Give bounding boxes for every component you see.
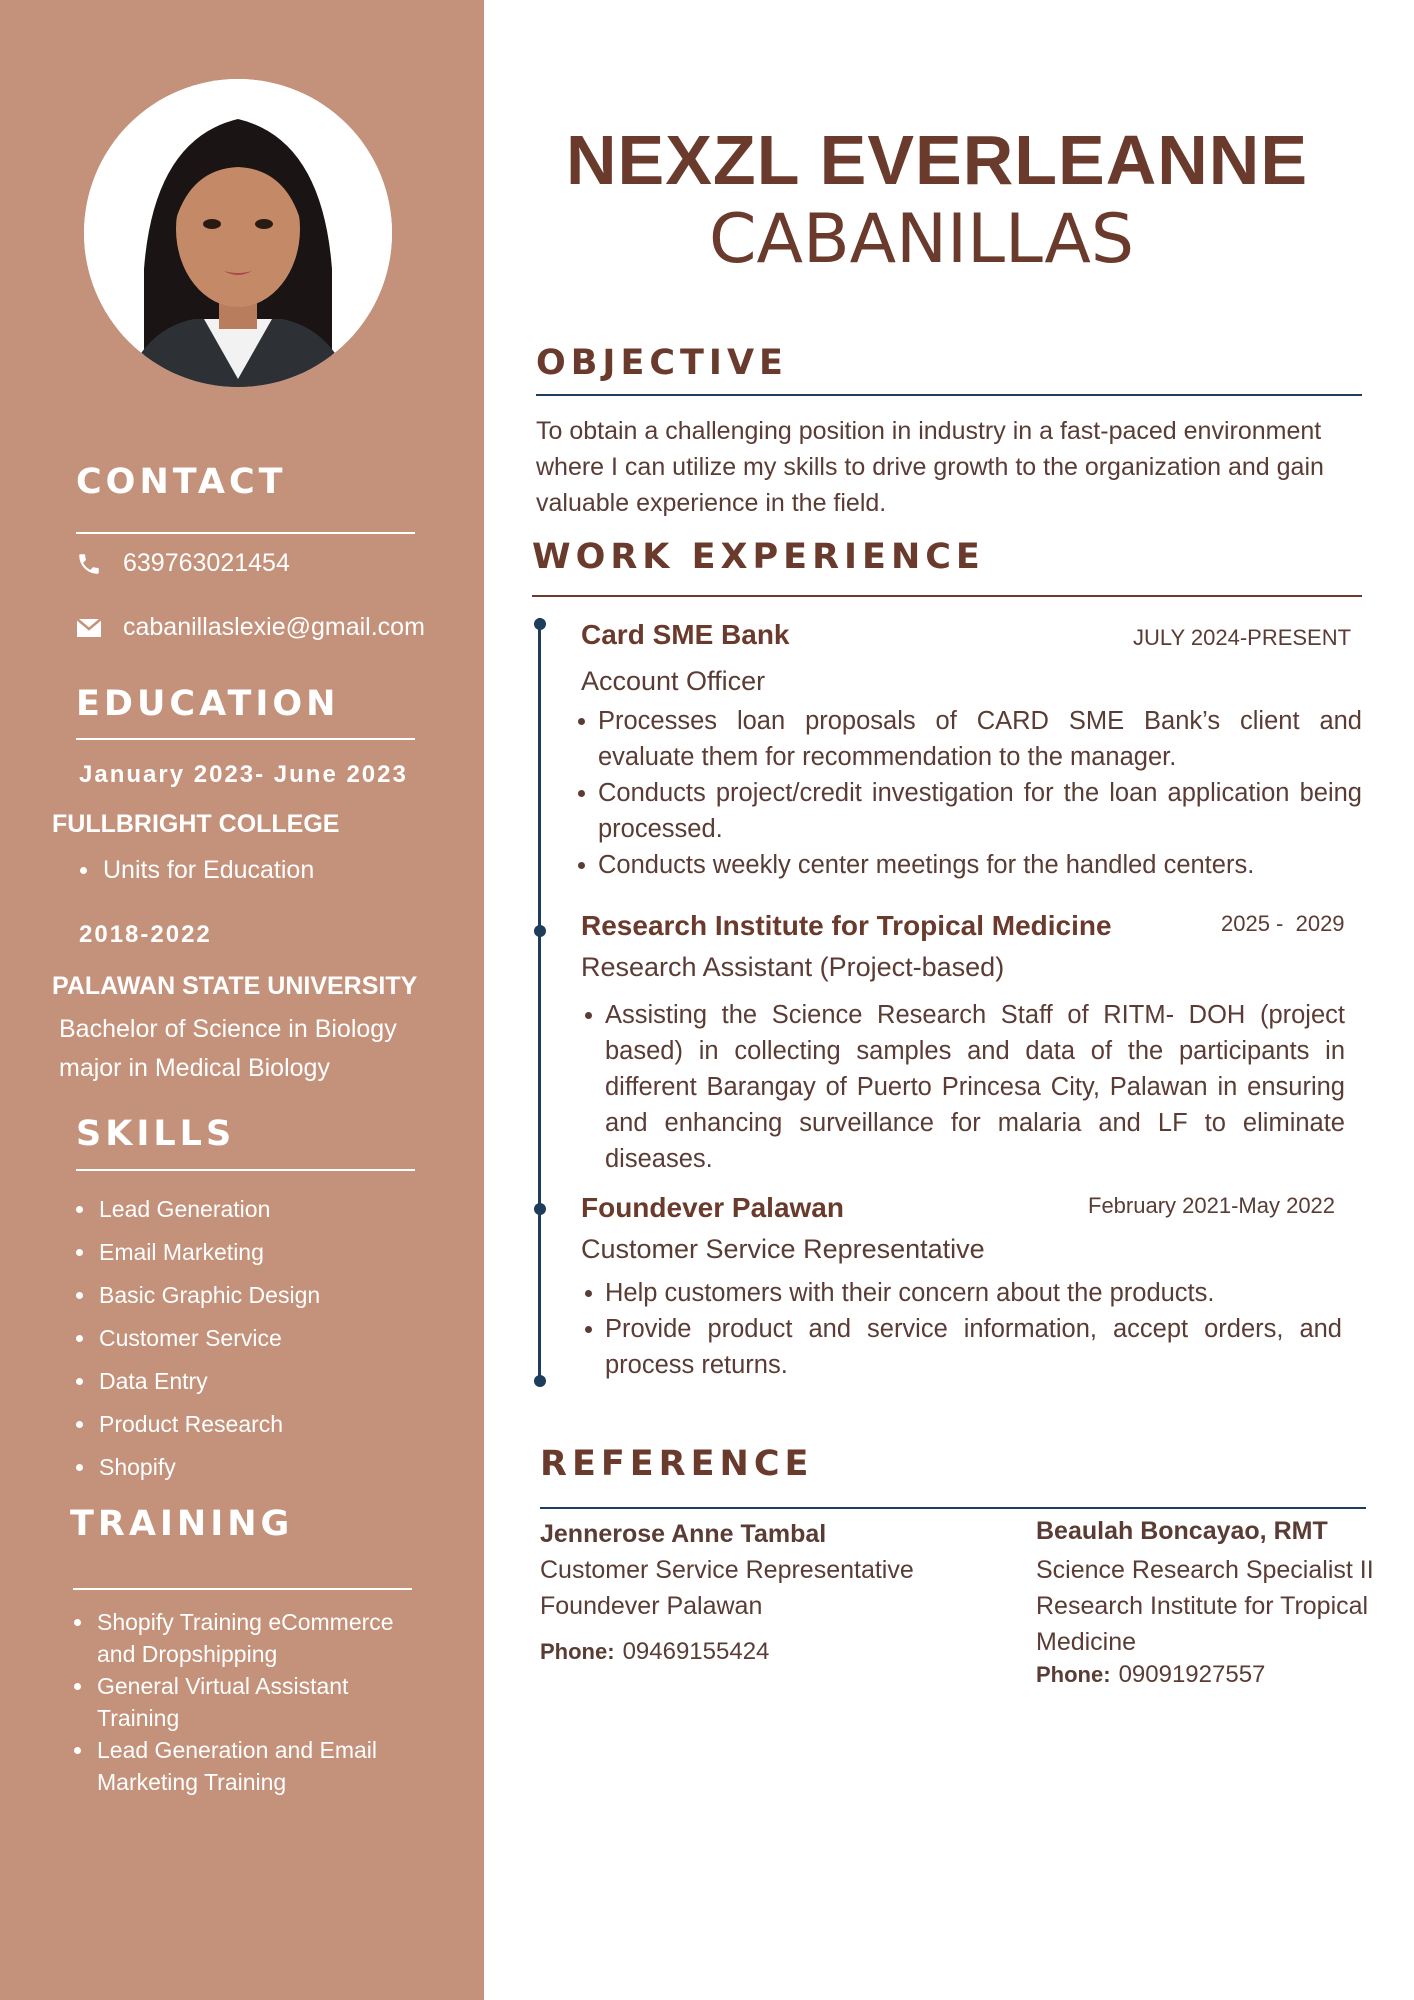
training-item-cont: and Dropshipping [97, 1641, 278, 1667]
job-dates: JULY 2024-PRESENT [1133, 625, 1352, 650]
education-divider [76, 738, 415, 740]
reference-phone [540, 1638, 769, 1666]
reference-name: Jennerose Anne Tambal [540, 1520, 827, 1548]
training-item: Shopify Training eCommerce [97, 1609, 394, 1635]
training-divider [73, 1588, 412, 1590]
reference-name: Beaulah Boncayao, RMT [1036, 1517, 1328, 1545]
job-dates: February 2021-May 2022 [1088, 1193, 1336, 1218]
objective-heading: OBJECTIVE [536, 343, 788, 383]
education-school: FULLBRIGHT COLLEGE [52, 810, 340, 838]
skill-item: Email Marketing [99, 1239, 264, 1265]
job-company: Research Institute for Tropical Medicine [581, 910, 1112, 941]
portrait-image [84, 79, 392, 387]
reference-org-cont: Medicine [1036, 1628, 1137, 1656]
skill-item: Product Research [99, 1411, 284, 1437]
contact-divider [76, 532, 415, 534]
contact-heading: CONTACT [76, 462, 287, 502]
phone-number: 09469155424 [622, 1638, 770, 1665]
reference-title: Science Research Specialist II [1036, 1556, 1374, 1584]
job-bullet: Provide product and service information, accept orders, and process returns. [605, 1311, 1342, 1383]
skill-item: Customer Service [99, 1325, 282, 1351]
training-item: General Virtual Assistant [97, 1673, 349, 1699]
training-heading: TRAINING [70, 1504, 294, 1544]
job-bullet: Conducts weekly center meetings for the handled centers. [598, 847, 1362, 883]
timeline-dot [534, 925, 546, 937]
skills-heading: SKILLS [76, 1114, 236, 1154]
objective-text: To obtain a challenging position in industry in a fast-paced environment where I can utilize my skills to drive growth to the organization and gain valuable experience in the field. [536, 417, 1324, 517]
name-first: NEXZL EVERLEANNE [566, 121, 1309, 199]
job-bullets [605, 1275, 1342, 1383]
profile-photo [84, 79, 392, 387]
objective-divider [536, 394, 1362, 396]
work-divider [532, 595, 1362, 597]
job-bullets [598, 703, 1362, 883]
job-bullet: Help customers with their concern about the products. [605, 1275, 1342, 1311]
job-bullet: Processes loan proposals of CARD SME Bank’s client and evaluate them for recommendation to the manager. [598, 703, 1362, 775]
phone-label: Phone: [540, 1639, 615, 1664]
education-detail: Bachelor of Science in Biology [59, 1015, 397, 1043]
job-role: Customer Service Representative [581, 1234, 985, 1264]
education-school: PALAWAN STATE UNIVERSITY [52, 972, 418, 1000]
job-bullet: Assisting the Science Research Staff of RITM- DOH (project based) in collecting samples and data of the participants in different Barangay of Puerto Princesa City, Palawan in ensuring and enhancing surveillance for malaria and LF to eliminate diseases. [605, 997, 1345, 1177]
job-company: Foundever Palawan [581, 1192, 844, 1223]
job-role: Research Assistant (Project-based) [581, 952, 1005, 982]
training-item-cont: Marketing Training [97, 1769, 287, 1795]
skill-item: Lead Generation [99, 1196, 271, 1222]
reference-title: Customer Service Representative [540, 1556, 914, 1584]
skill-item: Data Entry [99, 1368, 208, 1394]
timeline-line [538, 618, 541, 1382]
phone-number: 09091927557 [1118, 1661, 1266, 1688]
timeline-dot [534, 618, 546, 630]
job-bullet: Conducts project/credit investigation for the loan application being processed. [598, 775, 1362, 847]
job-bullets [605, 997, 1345, 1177]
job-dates: 2025 - 2029 [1221, 911, 1345, 936]
name-last: CABANILLAS [709, 200, 1135, 279]
reference-heading: REFERENCE [540, 1444, 814, 1484]
reference-org: Foundever Palawan [540, 1592, 763, 1620]
training-item: Lead Generation and Email [97, 1737, 378, 1763]
education-dates: January 2023- June 2023 [79, 761, 408, 788]
timeline-dot [534, 1375, 546, 1387]
mail-icon [76, 618, 102, 643]
education-detail: major in Medical Biology [59, 1054, 330, 1082]
training-item-cont: Training [97, 1705, 180, 1731]
contact-email[interactable]: cabanillaslexie@gmail.com [123, 613, 425, 641]
job-role: Account Officer [581, 666, 766, 696]
reference-phone [1036, 1661, 1265, 1689]
skill-item: Basic Graphic Design [99, 1282, 321, 1308]
skills-divider [76, 1169, 415, 1171]
education-dates: 2018-2022 [79, 921, 212, 948]
contact-phone: 639763021454 [123, 549, 290, 577]
job-company: Card SME Bank [581, 619, 790, 650]
phone-label: Phone: [1036, 1662, 1111, 1687]
education-heading: EDUCATION [76, 684, 340, 724]
education-detail: Units for Education [103, 856, 315, 884]
phone-icon [76, 551, 102, 582]
reference-divider [540, 1507, 1366, 1509]
timeline-dot [534, 1203, 546, 1215]
reference-org: Research Institute for Tropical [1036, 1592, 1369, 1620]
skill-item: Shopify [99, 1454, 176, 1480]
work-heading: WORK EXPERIENCE [532, 537, 985, 577]
